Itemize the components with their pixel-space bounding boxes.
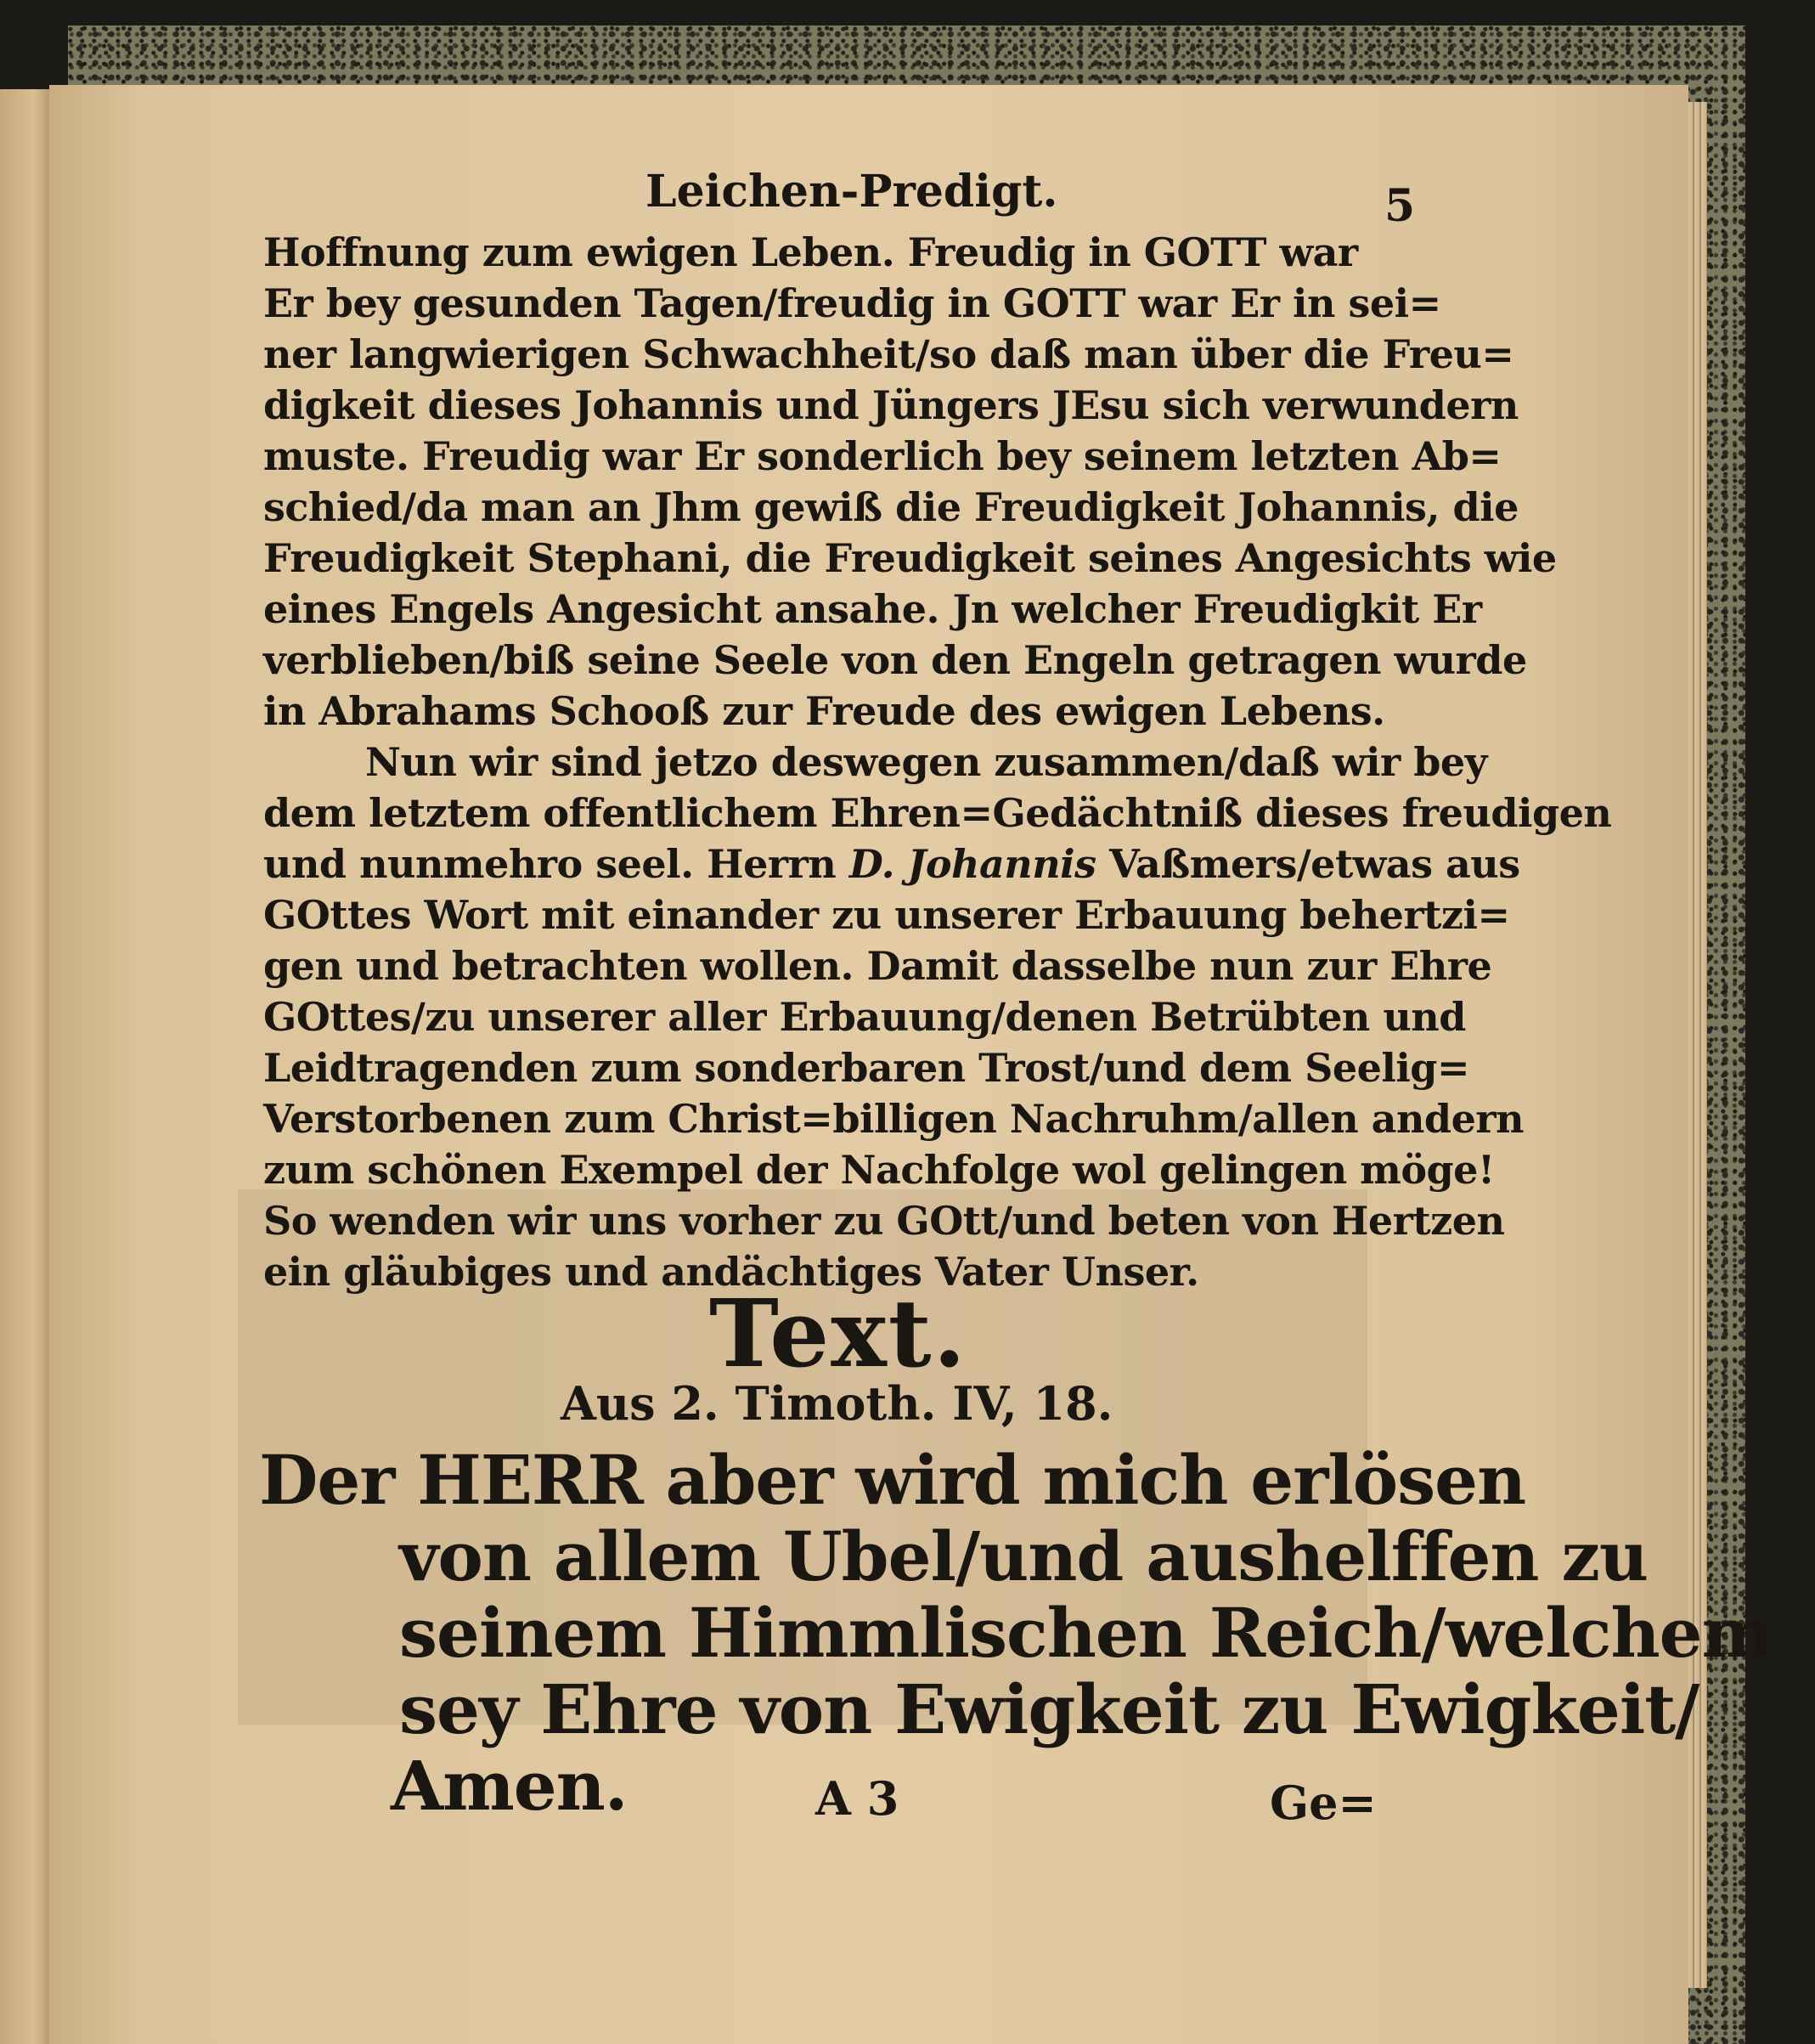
signature-mark: A 3 [815,1771,899,1826]
body-line: ein gläubiges und andächtiges Vater Unser. [263,1249,1199,1295]
text-heading: Text. [709,1279,967,1388]
body-line: ner langwierigen Schwachheit/so daß man über die Freu= [263,331,1514,377]
body-line: Verstorbenen zum Christ=billigen Nachruhm/allen andern [263,1096,1525,1142]
body-line: digkeit dieses Johannis und Jüngers JEsu sich verwundern [263,382,1519,428]
verse-line: seinem Himmlischen Reich/welchem [399,1593,1773,1673]
verse-line: sey Ehre von Ewigkeit zu Ewigkeit/ [399,1669,1699,1749]
body-line: Freudigkeit Stephani, die Freudigkeit seines Angesichts wie [263,535,1557,581]
body-line: Er bey gesunden Tagen/freudig in GOTT war Er in sei= [263,280,1441,326]
body-line: gen und betrachten wollen. Damit dasselbe nun zur Ehre [263,943,1492,989]
body-line: in Abrahams Schooß zur Freude des ewigen Lebens. [263,688,1385,734]
body-line-end: Vaßmers/etwas aus [1109,841,1520,887]
body-line: Leidtragenden zum sonderbaren Trost/und dem Seelig= [263,1045,1470,1091]
body-line: Hoffnung zum ewigen Leben. Freudig in GOTT war [263,229,1358,275]
body-line [263,841,1520,887]
body-line: GOttes/zu unserer aller Erbauung/denen Betrübten und [263,994,1466,1040]
running-title: Leichen-Predigt. [645,166,1058,217]
verse-line: von allem Ubel/und aushelffen zu [399,1516,1649,1596]
body-line: zum schönen Exempel der Nachfolge wol gelingen möge! [263,1147,1495,1193]
body-line: schied/da man an Jhm gewiß die Freudigkeit Johannis, die [263,484,1519,530]
body-line: GOttes Wort mit einander zu unserer Erbauung behertzi= [263,892,1510,938]
body-line-start: und nunmehro seel. Herrn [263,841,837,887]
page-number: 5 [1384,180,1416,232]
body-line: eines Engels Angesicht ansahe. Jn welcher Freudigkit Er [263,586,1482,632]
body-line: verblieben/biß seine Seele von den Engeln getragen wurde [263,637,1527,683]
body-line: Nun wir sind jetzo deswegen zusammen/daß wir bey [365,739,1487,785]
body-line: dem letztem offentlichem Ehren=Gedächtniß dieses freudigen [263,790,1612,836]
catchword: Ge= [1270,1776,1377,1830]
text-reference: Aus 2. Timoth. IV, 18. [561,1376,1113,1431]
left-page-edge [0,89,49,2044]
italic-name: D. Johannis [848,841,1096,887]
body-line: So wenden wir uns vorher zu GOtt/und beten von Hertzen [263,1198,1505,1244]
verse-line: Der HERR aber wird mich erlösen [259,1440,1526,1520]
verse-line: Amen. [391,1746,628,1826]
body-line: muste. Freudig war Er sonderlich bey seinem letzten Ab= [263,433,1502,479]
